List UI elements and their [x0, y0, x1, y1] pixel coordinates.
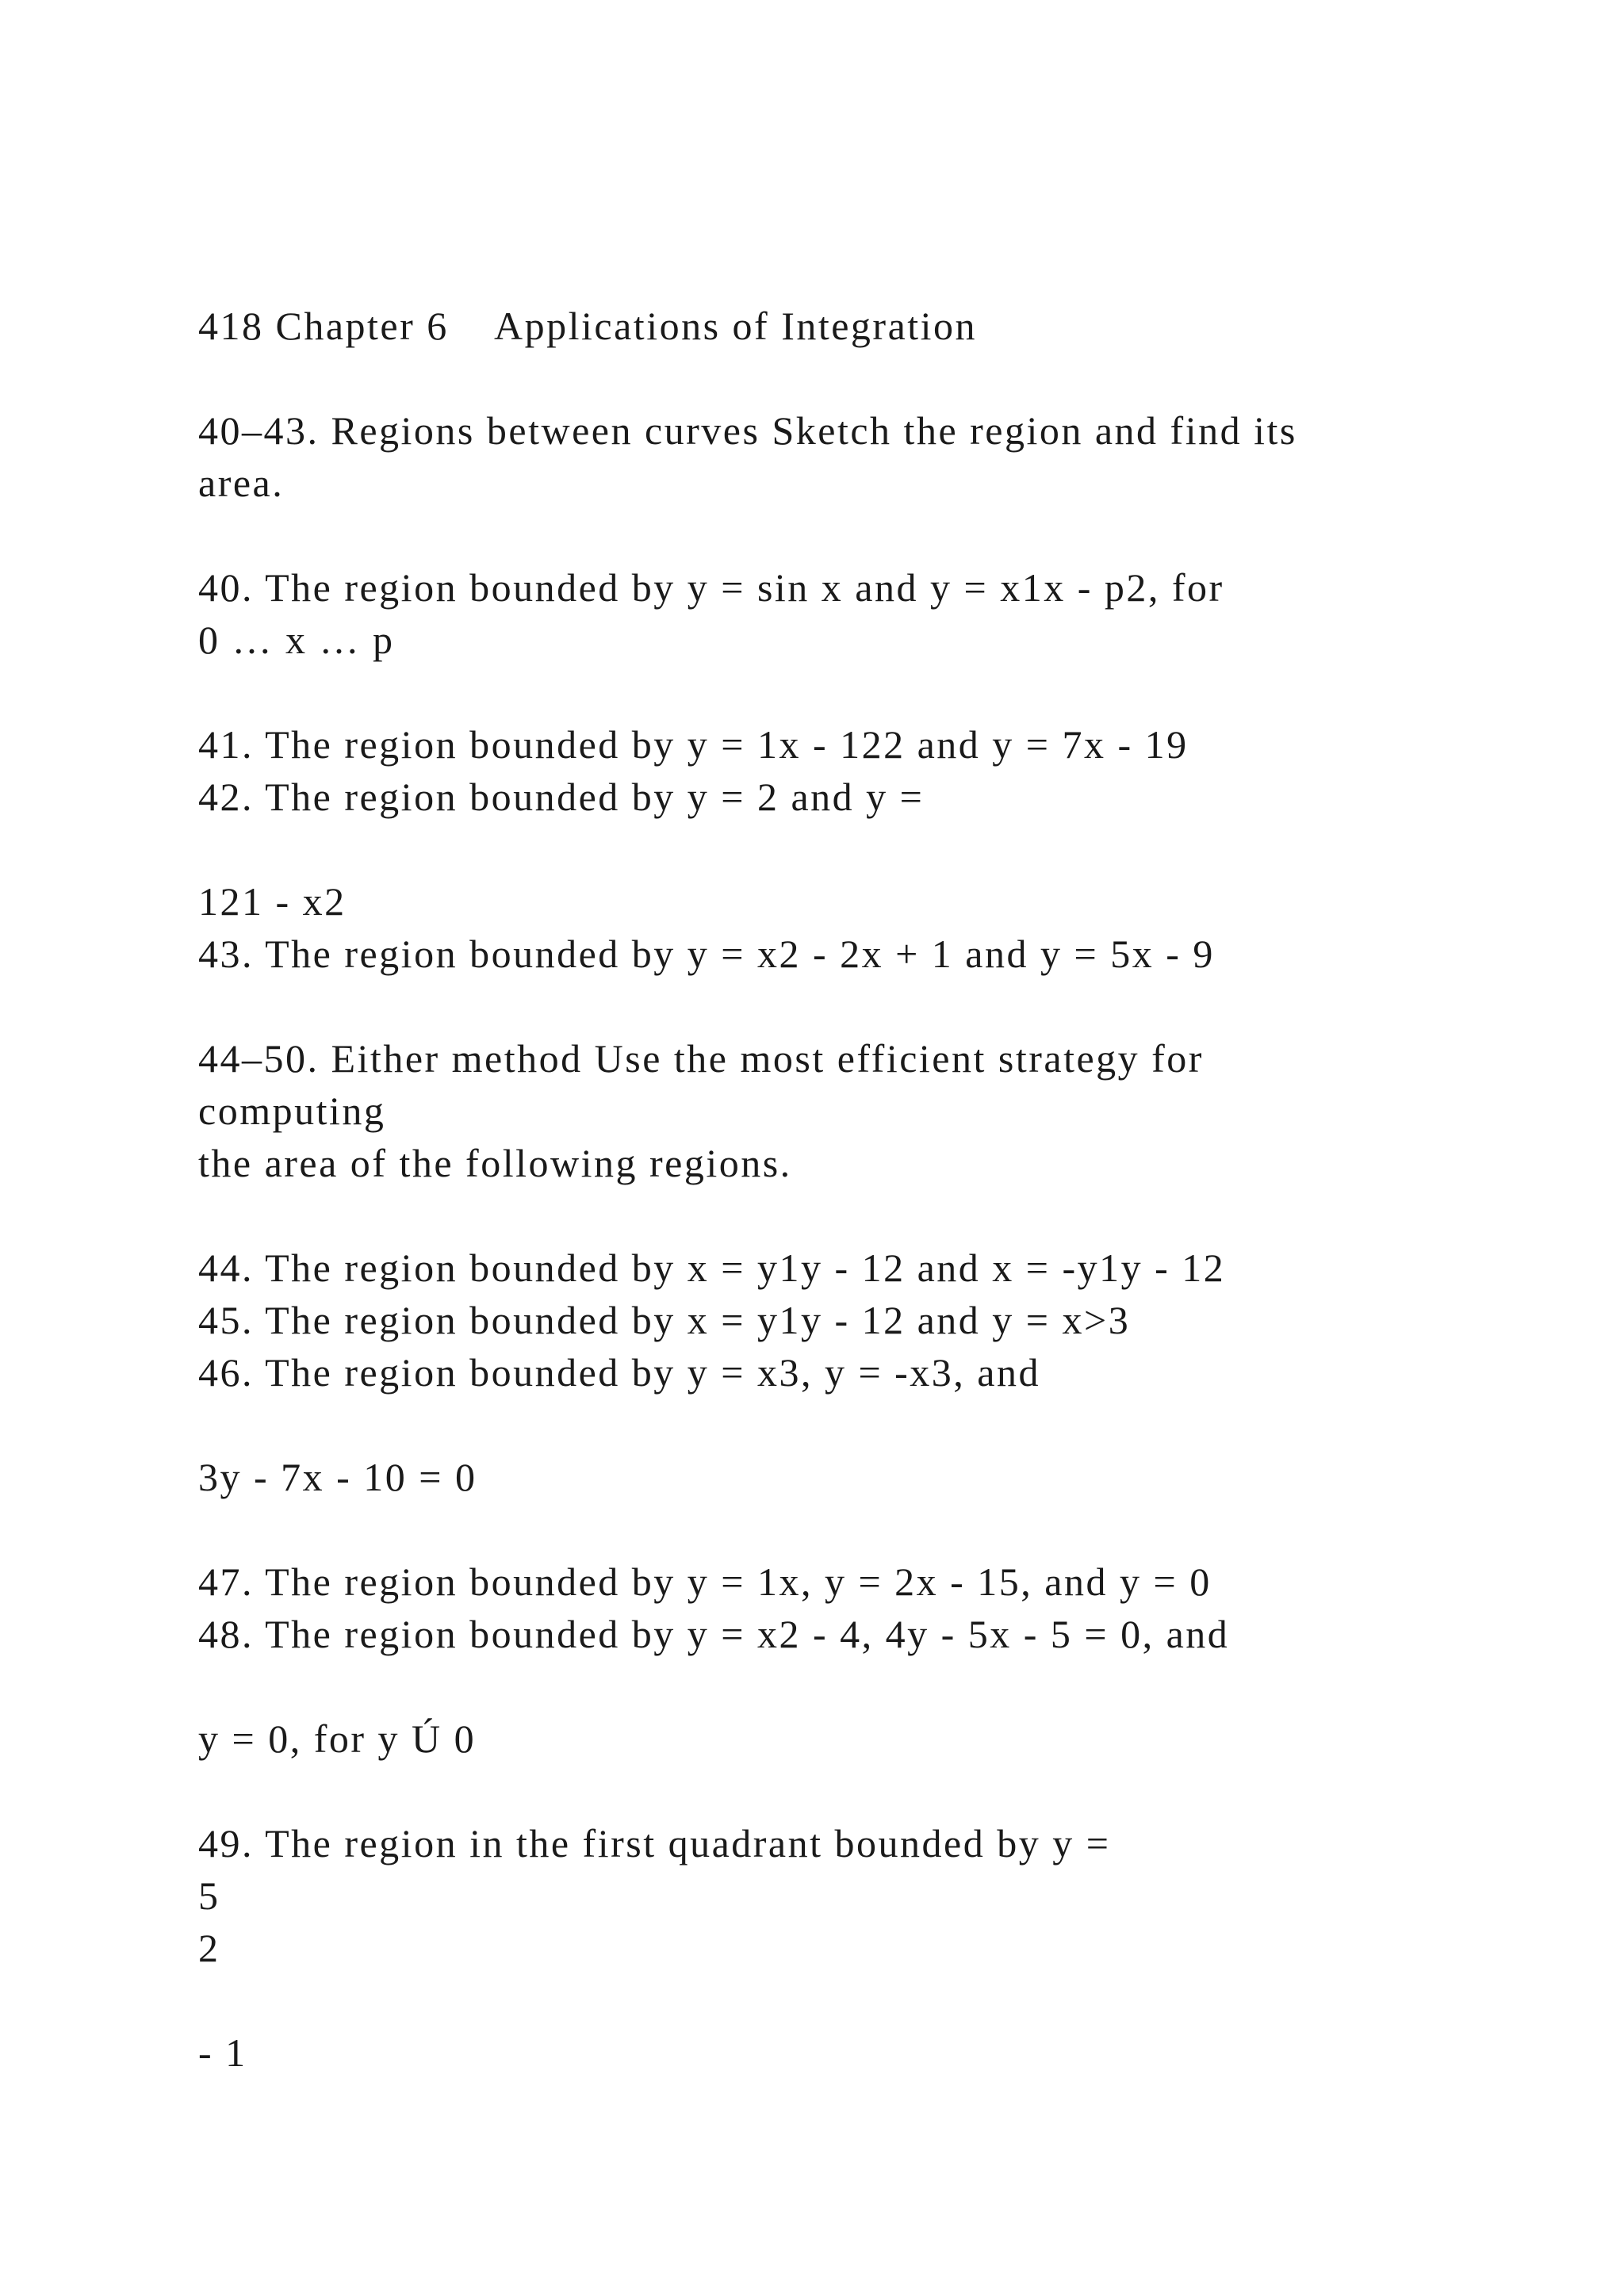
chapter-label: Chapter 6 — [275, 304, 449, 348]
exercise-41: 41. The region bounded by y = 1x - 122 and y = 7x - 19 — [198, 722, 1189, 767]
section-heading-44-50: 44–50. Either method Use the most efficient strategy for — [198, 1036, 1204, 1081]
text-line: 2 — [198, 1926, 220, 1970]
exercise-44: 44. The region bounded by x = y1y - 12 and x = -y1y - 12 — [198, 1246, 1226, 1290]
page-header — [198, 302, 977, 350]
text-line: area. — [198, 461, 285, 505]
exercise-45: 45. The region bounded by x = y1y - 12 and y = x>3 — [198, 1298, 1131, 1342]
text-line: computing — [198, 1089, 386, 1133]
text-line: the area of the following regions. — [198, 1141, 792, 1185]
exercise-40: 40. The region bounded by y = sin x and y = x1x - p2, for — [198, 565, 1224, 610]
section-heading-40-43: 40–43. Regions between curves Sketch the region and find its — [198, 408, 1297, 453]
page-number: 418 — [198, 304, 264, 348]
exercise-46: 46. The region bounded by y = x3, y = -x3, and — [198, 1350, 1040, 1395]
text-line: - 1 — [198, 2030, 247, 2075]
chapter-title: Applications of Integration — [494, 304, 978, 348]
exercise-43: 43. The region bounded by y = x2 - 2x + 1 and y = 5x - 9 — [198, 932, 1215, 976]
text-line: 121 - x2 — [198, 879, 347, 924]
exercise-47: 47. The region bounded by y = 1x, y = 2x - 15, and y = 0 — [198, 1559, 1212, 1604]
text-line: y = 0, for y Ú 0 — [198, 1716, 477, 1761]
text-line: 3y - 7x - 10 = 0 — [198, 1455, 477, 1499]
exercise-48: 48. The region bounded by y = x2 - 4, 4y - 5x - 5 = 0, and — [198, 1612, 1230, 1656]
exercise-49: 49. The region in the first quadrant bounded by y = — [198, 1821, 1111, 1866]
exercise-42: 42. The region bounded by y = 2 and y = — [198, 775, 925, 819]
text-line: 0 … x … p — [198, 618, 395, 662]
text-line: 5 — [198, 1873, 220, 1918]
